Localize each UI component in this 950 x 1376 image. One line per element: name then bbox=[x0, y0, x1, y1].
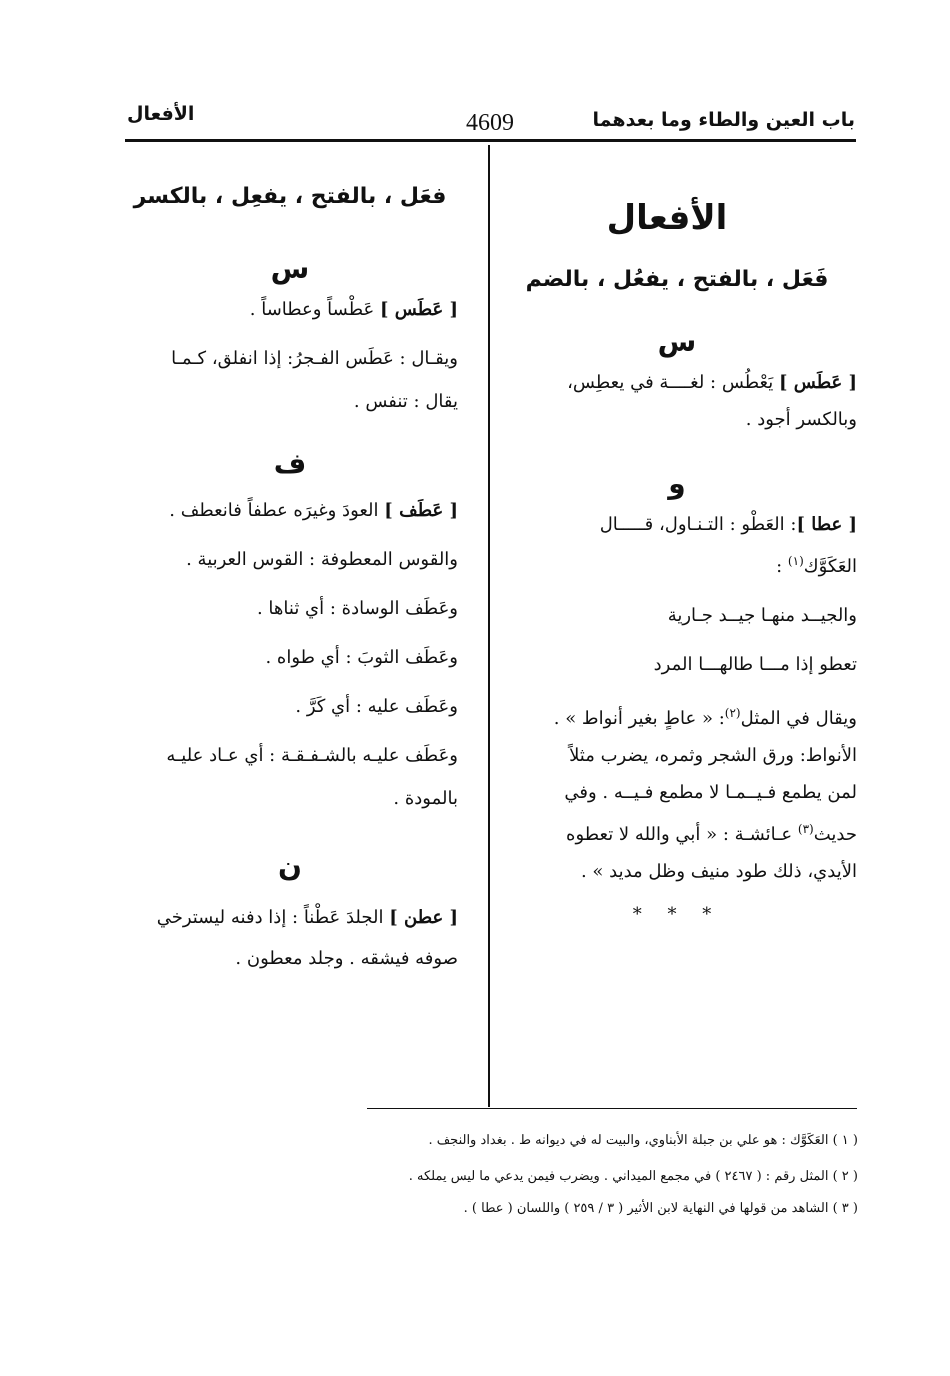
footnote-ref: (٣) bbox=[797, 822, 814, 836]
header-rule bbox=[125, 139, 856, 142]
entry-headword: [ عطن ] bbox=[389, 907, 458, 928]
entry-karr: وعَطَف عليه : أي كَرَّ . bbox=[295, 696, 458, 717]
footnote-3: ( ٣ ) الشاهد من قولها في النهاية لابن الأثير ( ٣ / ٢٥٩ ) واللسان ( عطا ) . bbox=[463, 1201, 858, 1216]
entry-ata-line2: العَكَوَّك$^{(١)}$ : bbox=[776, 554, 857, 577]
entry-atas-fajr-line1: ويقـال : عَطَس الفـجرُ: إذا انفلق، كـمـا bbox=[171, 348, 458, 369]
section-end-stars: * * * bbox=[632, 904, 722, 925]
section-title: الأفعال bbox=[606, 198, 728, 238]
footnote-ref: (٢) bbox=[724, 706, 741, 720]
entry-ata-line1: [ عطا ]: العَطْو : التـنـاول، قـــــال bbox=[599, 514, 857, 535]
subsection-heading-kasr: فعَل ، بالفتح ، يفعِل ، بالكسر bbox=[133, 184, 447, 209]
letter-heading-nun: ن bbox=[278, 850, 302, 883]
right-column bbox=[497, 186, 857, 930]
verse-line-2: تعطو إذا مـــا طالهـــا المرد bbox=[653, 654, 857, 675]
header-section-title: الأفعال bbox=[127, 103, 195, 125]
entry-thawb: وعَطَف الثوبَ : أي طواه . bbox=[265, 647, 458, 668]
footnote-ref: (١) bbox=[787, 554, 804, 568]
letter-heading-fa: ف bbox=[273, 447, 307, 480]
hadith-line-end: الأيدي، ذلك طود منيف وظل مديد » . bbox=[580, 861, 857, 882]
entry-shafaqa-line2: بالمودة . bbox=[393, 788, 458, 809]
entry-qaws: والقوس المعطوفة : القوس العربية . bbox=[186, 549, 458, 570]
entry-shafaqa-line1: وعَطَف عليـه بالشـفـقـة : أي عـاد عليـه bbox=[166, 745, 458, 766]
page-number: 4609 bbox=[466, 110, 514, 136]
entry-atas-fajr-line2: يقال : تنفس . bbox=[353, 391, 458, 412]
hadith-line: حديث$^{(٣)}$ عـائشـة : « أبي والله لا تعطوه bbox=[566, 822, 857, 845]
anwat-line: الأنواط: ورق الشجر وثمره، يضرب مثلاً bbox=[569, 745, 857, 766]
subsection-heading-damm: فَعَل ، بالفتح ، يفعُل ، بالضم bbox=[525, 267, 829, 292]
letter-heading-sin: س bbox=[270, 252, 310, 285]
entry-wisada: وعَطَف الوسادة : أي ثناها . bbox=[256, 598, 458, 619]
footnote-2: ( ٢ ) المثل رقم : ( ٢٤٦٧ ) في مجمع الميداني . ويضرب فيمن يدعي ما ليس يملكه . bbox=[408, 1169, 858, 1184]
letter-heading-sin: س bbox=[657, 325, 697, 358]
entry-atn-line2: صوفه فيشقه . وجلد معطون . bbox=[235, 948, 458, 969]
entry-headword: [ عَطَف ] bbox=[384, 500, 458, 521]
proverb-line: ويقال في المثل$^{(٢)}$: « عاطٍ بغير أنواط » . bbox=[553, 706, 857, 729]
entry-headword: [ عَطَس ] bbox=[379, 299, 458, 320]
entry-headword: [ عطا ] bbox=[796, 514, 857, 535]
column-divider bbox=[488, 145, 490, 1107]
entry-atas: [ عَطَس ] عَطْساً وعطاساً . bbox=[249, 299, 458, 320]
entry-headword: [ عَطَس ] bbox=[778, 372, 857, 393]
yatmaa-line: لمن يطمع فـيــمـا لا مطمع فـيــه . وفي bbox=[564, 782, 857, 803]
footnote-rule bbox=[367, 1108, 857, 1109]
entry-atas-line2: وبالكسر أجود . bbox=[745, 409, 857, 430]
verse-line-1: والجيــد منهـا جيــد جـارية bbox=[667, 605, 857, 626]
entry-atf: [ عَطَف ] العودَ وغيرَه عطفاً فانعطف . bbox=[169, 500, 458, 521]
footnote-1: ( ١ ) العَكَوَّك : هو علي بن جبلة الأبناوي، والبيت له في ديوانه ط . بغداد والنجف . bbox=[428, 1133, 858, 1148]
letter-heading-waw: و bbox=[668, 467, 686, 500]
header-chapter-title: باب العين والطاء وما بعدهما bbox=[592, 109, 855, 131]
entry-atas-line1: [ عَطَس ] يَعْطُس : لغــــة في يعطِس، bbox=[567, 372, 857, 393]
entry-atn-line1: [ عطن ] الجلدَ عَطْناً : إذا دفنه ليسترخي bbox=[156, 907, 458, 928]
left-column bbox=[122, 175, 458, 977]
